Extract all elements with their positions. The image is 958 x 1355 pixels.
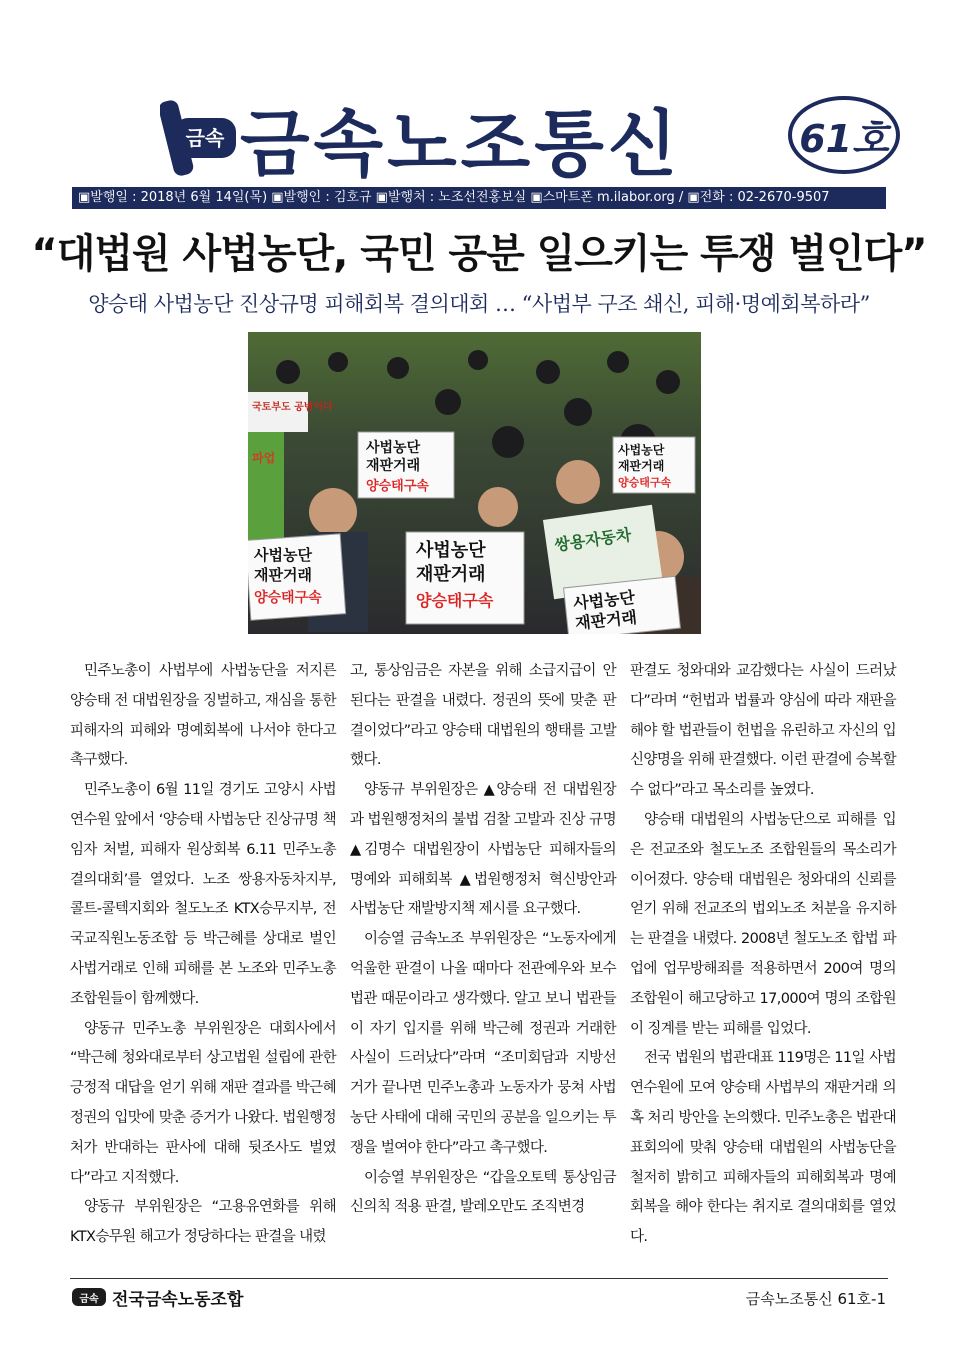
side-sign-3: 파업 xyxy=(252,451,276,465)
svg-text:금속: 금속 xyxy=(79,1294,99,1305)
paragraph: 양동규 민주노총 부위원장은 대회사에서 “박근혜 청와대로부터 상고법원 설립에 관한 긍정적 대답을 얻기 위해 재판 결과를 박근혜 정권의 입맛에 맞춘 증거가 나왔다. 법원행정처가 반대하는 판사에 대해 뒷조사도 벌였다”라고 지적했다. xyxy=(70,1020,336,1186)
svg-text:양승태구속: 양승태구속 xyxy=(254,590,322,606)
paragraph: 양동규 부위원장은 ▲양승태 전 대법원장과 법원행정처의 불법 검찰 고발과 진상 규명 ▲김명수 대법원장이 사법농단 피해자들의 명예와 피해회복 ▲법원행정처 혁신방안과 사법농단 재발방지책 제시를 요구했다. xyxy=(350,782,616,918)
svg-text:양승태구속: 양승태구속 xyxy=(416,591,494,610)
article-column-2 xyxy=(350,657,616,1223)
svg-text:사법농단: 사법농단 xyxy=(254,546,312,564)
svg-text:재판거래: 재판거래 xyxy=(254,566,312,584)
subheadline: 양승태 사법농단 진상규명 피해회복 결의대회 … “사법부 구조 쇄신, 피해·명예회복하라” xyxy=(88,292,870,316)
paragraph: 고, 통상임금은 자본을 위해 소급지급이 안 된다는 판결을 내렸다. 정권의 뜻에 맞춘 판결이었다”라고 양승태 대법원의 행태를 고발했다. xyxy=(350,663,616,769)
protest-sign xyxy=(248,534,346,620)
paragraph: 이승열 금속노조 부위원장은 “노동자에게 억울한 판결이 나올 때마다 전관예우와 보수 법관 때문이라고 생각했다. 알고 보니 법관들이 자기 입지를 위해 박근혜 정권과 거래한 사실이 드러났다”라며 “조미회담과 지방선거가 끝나면 민주노총과 노동자가 뭉쳐 사법농단 사태에 대해 국민의 공분을 일으키는 투쟁을 벌여야 한다”라고 촉구했다. xyxy=(350,931,616,1156)
svg-text:사법농단: 사법농단 xyxy=(618,443,665,457)
svg-text:재판거래: 재판거래 xyxy=(366,458,421,474)
issue-badge: 61호 xyxy=(788,96,900,174)
footer-logo xyxy=(72,1283,243,1311)
svg-text:양승태구속: 양승태구속 xyxy=(618,476,672,489)
side-sign-1: 국토부도 공범이다 xyxy=(252,402,333,413)
logo-text: 금속 xyxy=(185,126,225,150)
svg-text:양승태구속: 양승태구속 xyxy=(366,479,429,494)
footer-divider xyxy=(70,1278,888,1279)
paragraph: 전국 법원의 법관대표 119명은 11일 사법연수원에 모여 양승태 사법부의 재판거래 의혹 처리 방안을 논의했다. 민주노총은 법관대표회의에 맞춰 양승태 대법원의 사법농단을 철저히 밝히고 피해자들의 피해회복과 명예회복을 해야 한다는 취지로 결의대회를 열었다. xyxy=(630,1050,896,1246)
svg-text:재판거래: 재판거래 xyxy=(416,564,486,585)
footer-org-name: 전국금속노동조합 xyxy=(112,1289,244,1310)
protest-sign xyxy=(613,437,695,493)
paragraph: 양승태 대법원의 사법농단으로 피해를 입은 전교조와 철도노조 조합원들의 목소리가 이어졌다. 양승태 대법원은 청와대의 신뢰를 얻기 위해 전교조의 법외노조 처분을 유지하는 판결을 내렸다. 2008년 철도노조 합법 파업에 업무방해죄를 적용하면서 200여 명의 조합원이 해고당하고 17,000여 명의 조합원이 징계를 받는 피해를 입었다. xyxy=(630,811,896,1037)
publication-info-bar: ▣발행일 : 2018년 6월 14일(목) ▣발행인 : 김호규 ▣발행처 : 노조선전홍보실 ▣스마트폰 m.ilabor.org / ▣전화 : 02-2670-9507 xyxy=(72,187,886,209)
protest-sign xyxy=(358,432,454,498)
paragraph: 민주노총이 사법부에 사법농단을 저지른 양승태 전 대법원장을 징벌하고, 재심을 통한 피해자의 피해와 명예회복에 나서야 한다고 촉구했다. xyxy=(70,663,336,769)
svg-text:사법농단: 사법농단 xyxy=(572,587,636,614)
svg-text:사법농단: 사법농단 xyxy=(416,540,486,561)
paragraph: 이승열 부위원장은 “갑을오토텍 통상임금 신의칙 적용 판결, 발레오만도 조직변경 xyxy=(350,1169,616,1216)
union-fist-logo-icon xyxy=(160,92,244,182)
paragraph: 민주노총이 6월 11일 경기도 고양시 사법연수원 앞에서 ‘양승태 사법농단 진상규명 책임자 처벌, 피해자 원상회복 6.11 민주노총 결의대회’를 열었다. 노조 쌍용자동차지부, 콜트-콜텍지회와 철도노조 KTX승무지부, 전국교직원노동조합 등 박근혜를 상대로 벌인 사법거래로 인해 피해를 본 노조와 민주노총 조합원들이 함께했다. xyxy=(70,782,336,1007)
union-logo-icon xyxy=(72,1284,106,1310)
page-label: 금속노조통신 61호-1 xyxy=(745,1290,886,1308)
article-column-3 xyxy=(630,657,896,1253)
svg-text:재판거래: 재판거래 xyxy=(574,607,638,633)
masthead xyxy=(160,92,900,186)
rally-photo xyxy=(248,332,701,634)
newsletter-title: 금속노조통신 xyxy=(240,102,682,186)
svg-text:재판거래: 재판거래 xyxy=(618,459,665,473)
paragraph: 판결도 청와대와 교감했다는 사실이 드러났다”라며 “헌법과 법률과 양심에 따라 재판을 해야 할 법관들이 헌법을 유린하고 자신의 입신양명을 위해 판결했다. 이런 판결에 승복할 수 없다”라고 목소리를 높였다. xyxy=(630,663,896,799)
paragraph: 양동규 부위원장은 “고용유연화를 위해 KTX승무원 해고가 정당하다는 판결을 내렸 xyxy=(70,1199,336,1246)
article-column-1 xyxy=(70,657,336,1253)
headline: “대법원 사법농단, 국민 공분 일으키는 투쟁 벌인다” xyxy=(31,231,927,277)
side-sign-2: 쌍용자동차 xyxy=(553,525,633,555)
protest-sign xyxy=(406,532,524,624)
svg-text:사법농단: 사법농단 xyxy=(366,440,421,456)
